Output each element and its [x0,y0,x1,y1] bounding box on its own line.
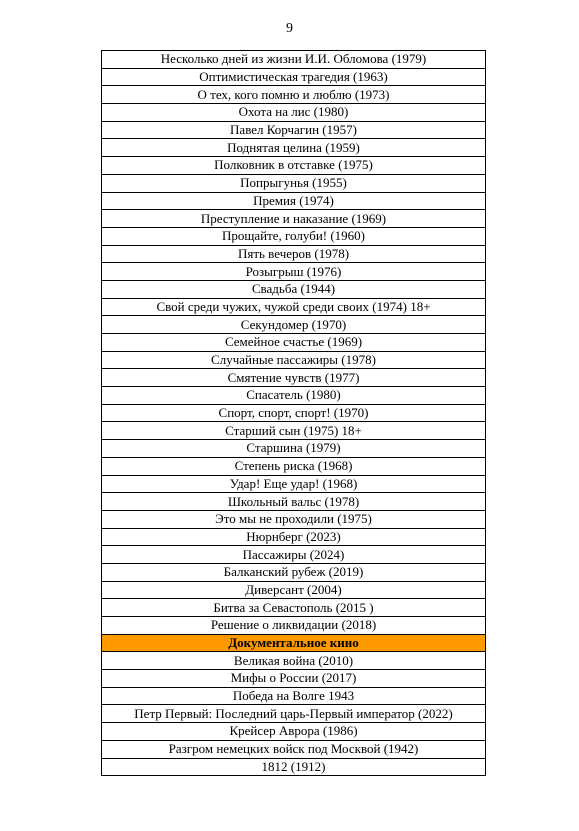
table-row [102,104,486,122]
film-title-cell: Случайные пассажиры (1978) [102,351,486,369]
film-title-cell: Павел Корчагин (1957) [102,121,486,139]
table-row [102,334,486,352]
film-title-cell: Великая война (2010) [102,652,486,670]
film-title-cell: Удар! Еще удар! (1968) [102,475,486,493]
film-title-cell: Мифы о России (2017) [102,670,486,688]
film-title-cell: Разгром немецких войск под Москвой (1942) [102,740,486,758]
table-row [102,316,486,334]
table-row [102,387,486,405]
table-row [102,192,486,210]
film-title-cell: Это мы не проходили (1975) [102,510,486,528]
film-title-cell: Несколько дней из жизни И.И. Обломова (1979) [102,51,486,69]
table-row [102,263,486,281]
film-title-cell: 1812 (1912) [102,758,486,776]
film-title-cell: Школьный вальс (1978) [102,493,486,511]
table-row [102,457,486,475]
table-row [102,68,486,86]
section-header-cell: Документальное кино [102,634,486,652]
film-title-cell: Нюрнберг (2023) [102,528,486,546]
table-row [102,227,486,245]
table-row [102,493,486,511]
section-header-row [102,634,486,652]
film-title-cell: Пять вечеров (1978) [102,245,486,263]
film-title-cell: Спорт, спорт, спорт! (1970) [102,404,486,422]
film-title-cell: Балканский рубеж (2019) [102,563,486,581]
table-row [102,210,486,228]
table-row [102,351,486,369]
table-row [102,758,486,776]
table-row [102,652,486,670]
table-row [102,139,486,157]
film-title-cell: Семейное счастье (1969) [102,334,486,352]
table-row [102,723,486,741]
film-title-cell: Старший сын (1975) 18+ [102,422,486,440]
table-row [102,740,486,758]
film-title-cell: Секундомер (1970) [102,316,486,334]
table-row [102,581,486,599]
table-row [102,546,486,564]
table-row [102,157,486,175]
film-title-cell: Охота на лис (1980) [102,104,486,122]
film-list-table [101,50,486,776]
film-title-cell: Смятение чувств (1977) [102,369,486,387]
table-row [102,298,486,316]
table-row [102,121,486,139]
table-row [102,51,486,69]
film-title-cell: Степень риска (1968) [102,457,486,475]
film-title-cell: Розыгрыш (1976) [102,263,486,281]
table-row [102,369,486,387]
film-title-cell: Пассажиры (2024) [102,546,486,564]
table-row [102,475,486,493]
table-row [102,705,486,723]
table-row [102,245,486,263]
film-title-cell: Битва за Севастополь (2015 ) [102,599,486,617]
table-row [102,563,486,581]
film-title-cell: Преступление и наказание (1969) [102,210,486,228]
film-title-cell: Полковник в отставке (1975) [102,157,486,175]
table-row [102,617,486,635]
film-list-body [102,51,486,776]
film-title-cell: Свой среди чужих, чужой среди своих (1974) 18+ [102,298,486,316]
film-title-cell: Прощайте, голуби! (1960) [102,227,486,245]
table-row [102,404,486,422]
film-title-cell: Решение о ликвидации (2018) [102,617,486,635]
page-number: 9 [286,21,293,36]
film-title-cell: Победа на Волге 1943 [102,687,486,705]
table-row [102,528,486,546]
table-row [102,510,486,528]
film-title-cell: Поднятая целина (1959) [102,139,486,157]
table-row [102,670,486,688]
film-title-cell: Крейсер Аврора (1986) [102,723,486,741]
table-row [102,599,486,617]
table-row [102,687,486,705]
table-row [102,422,486,440]
table-row [102,174,486,192]
table-row [102,86,486,104]
film-title-cell: Спасатель (1980) [102,387,486,405]
film-title-cell: Старшина (1979) [102,440,486,458]
film-title-cell: Попрыгунья (1955) [102,174,486,192]
film-title-cell: О тех, кого помню и люблю (1973) [102,86,486,104]
film-title-cell: Петр Первый: Последний царь-Первый император (2022) [102,705,486,723]
film-title-cell: Оптимистическая трагедия (1963) [102,68,486,86]
film-title-cell: Премия (1974) [102,192,486,210]
table-row [102,440,486,458]
table-row [102,280,486,298]
film-title-cell: Свадьба (1944) [102,280,486,298]
film-title-cell: Диверсант (2004) [102,581,486,599]
